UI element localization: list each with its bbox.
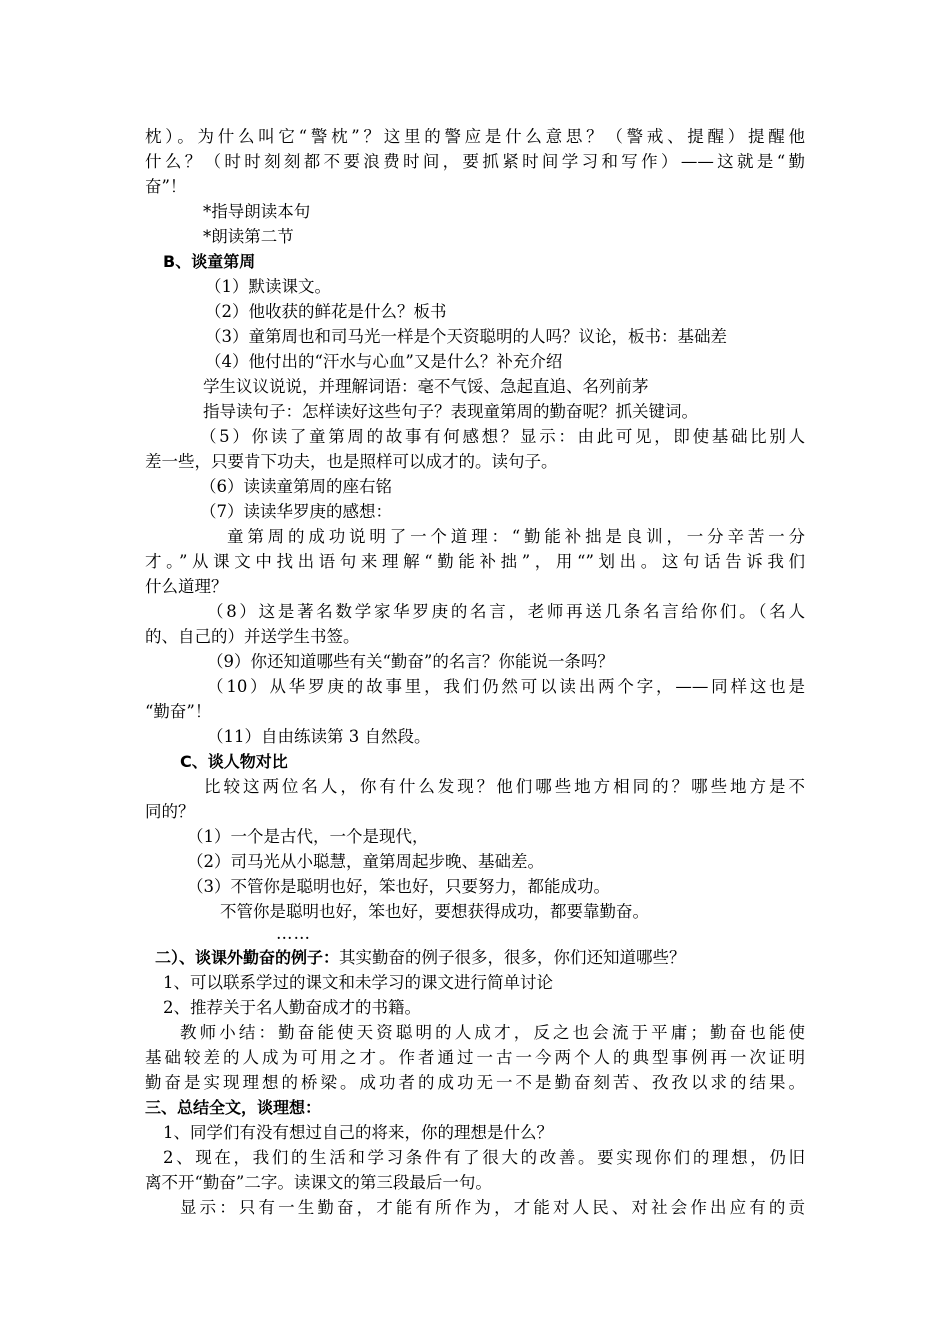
paragraph-line: 1、同学们有没有想过自己的将来，你的理想是什么？ (163, 1123, 553, 1142)
paragraph-line: （3）不管你是聪明也好，笨也好，只要努力，都能成功。 (187, 877, 610, 896)
paragraph-line: 不管你是聪明也好，笨也好，要想获得成功，都要靠勤奋。 (220, 902, 649, 921)
paragraph-line: （1）默读课文。 (205, 277, 331, 296)
paragraph-line: 枕）。为什么叫它“警枕”？这里的警应是什么意思？（警戒、提醒）提醒他 (145, 127, 805, 146)
paragraph-line: 学生议议说说，并理解词语：毫不气馁、急起直追、名列前茅 (203, 377, 649, 396)
paragraph-line: 离不开“勤奋”二字。读课文的第三段最后一句。 (145, 1173, 492, 1192)
section-heading: 三、总结全文，谈理想： (145, 1098, 322, 1117)
paragraph-line: 童第周的成功说明了一个道理：“勤能补拙是良训，一分辛苦一分 (227, 527, 805, 546)
paragraph-line: 同的？ (145, 802, 195, 821)
paragraph-line: 比较这两位名人，你有什么发现？他们哪些地方相同的？哪些地方是不 (204, 777, 805, 796)
paragraph-line: 显示：只有一生勤奋，才能有所作为，才能对人民、对社会作出应有的贡 (180, 1198, 805, 1217)
paragraph-line: 的、自己的）并送学生书签。 (145, 627, 360, 646)
paragraph-line: 奋”！ (145, 177, 187, 196)
paragraph-line: （6）读读童第周的座右铭 (200, 477, 392, 496)
paragraph-line: （1）一个是古代，一个是现代， (187, 827, 429, 846)
paragraph-line: 什么？（时时刻刻都不要浪费时间，要抓紧时间学习和写作）——这就是“勤 (145, 152, 805, 171)
paragraph-line: 才。”从课文中找出语句来理解“勤能补拙”，用“”划出。这句话告诉我们 (145, 552, 805, 571)
paragraph-line: （2）他收获的鲜花是什么？板书 (205, 302, 447, 321)
paragraph-line: 基础较差的人成为可用之才。作者通过一古一今两个人的典型事例再一次证明 (145, 1048, 805, 1067)
section-heading: 二）、谈课外勤奋的例子： (155, 948, 340, 967)
paragraph-line: （7）读读华罗庚的感想： (200, 502, 392, 521)
section-heading: B、谈童第周 (163, 252, 256, 271)
paragraph-line: （11）自由练读第 3 自然段。 (207, 727, 431, 746)
paragraph-text: 其实勤奋的例子很多，很多，你们还知道哪些？ (339, 948, 686, 967)
paragraph-line: 差一些，只要肯下功夫，也是照样可以成才的。读句子。 (145, 452, 558, 471)
paragraph-line: （4）他付出的“汗水与心血”又是什么？补充介绍 (205, 352, 563, 371)
paragraph-line: 1、可以联系学过的课文和未学习的课文进行简单讨论 (163, 973, 553, 992)
paragraph-line: 什么道理？ (145, 577, 228, 596)
paragraph-line: （10）从华罗庚的故事里，我们仍然可以读出两个字，——同样这也是 (207, 677, 805, 696)
paragraph-line: “勤奋”！ (145, 702, 212, 721)
ellipsis: …… (276, 924, 311, 943)
paragraph-line: 2、推荐关于名人勤奋成才的书籍。 (163, 998, 421, 1017)
paragraph-line: （2）司马光从小聪慧，童第周起步晚、基础差。 (187, 852, 544, 871)
paragraph-line: 指导读句子：怎样读好这些句子？表现童第周的勤奋呢？抓关键词。 (203, 402, 698, 421)
paragraph-line: （8）这是著名数学家华罗庚的名言，老师再送几条名言给你们。（名人 (207, 602, 805, 621)
paragraph-line (155, 945, 686, 970)
paragraph-line: *朗读第二节 (203, 227, 294, 246)
paragraph-line: （9）你还知道哪些有关“勤奋”的名言？你能说一条吗？ (207, 652, 614, 671)
paragraph-line: （3）童第周也和司马光一样是个天资聪明的人吗？议论，板书：基础差 (205, 327, 727, 346)
paragraph-line: 教师小结：勤奋能使天资聪明的人成才，反之也会流于平庸；勤奋也能使 (180, 1023, 805, 1042)
section-heading: C、谈人物对比 (180, 752, 288, 771)
paragraph-line: 2、现在，我们的生活和学习条件有了很大的改善。要实现你们的理想，仍旧 (163, 1148, 805, 1167)
paragraph-line: 勤奋是实现理想的桥梁。成功者的成功无一不是勤奋刻苦、孜孜以求的结果。 (145, 1073, 805, 1092)
paragraph-line: （5）你读了童第周的故事有何感想？显示：由此可见，即使基础比别人 (200, 427, 805, 446)
paragraph-line: *指导朗读本句 (203, 202, 311, 221)
